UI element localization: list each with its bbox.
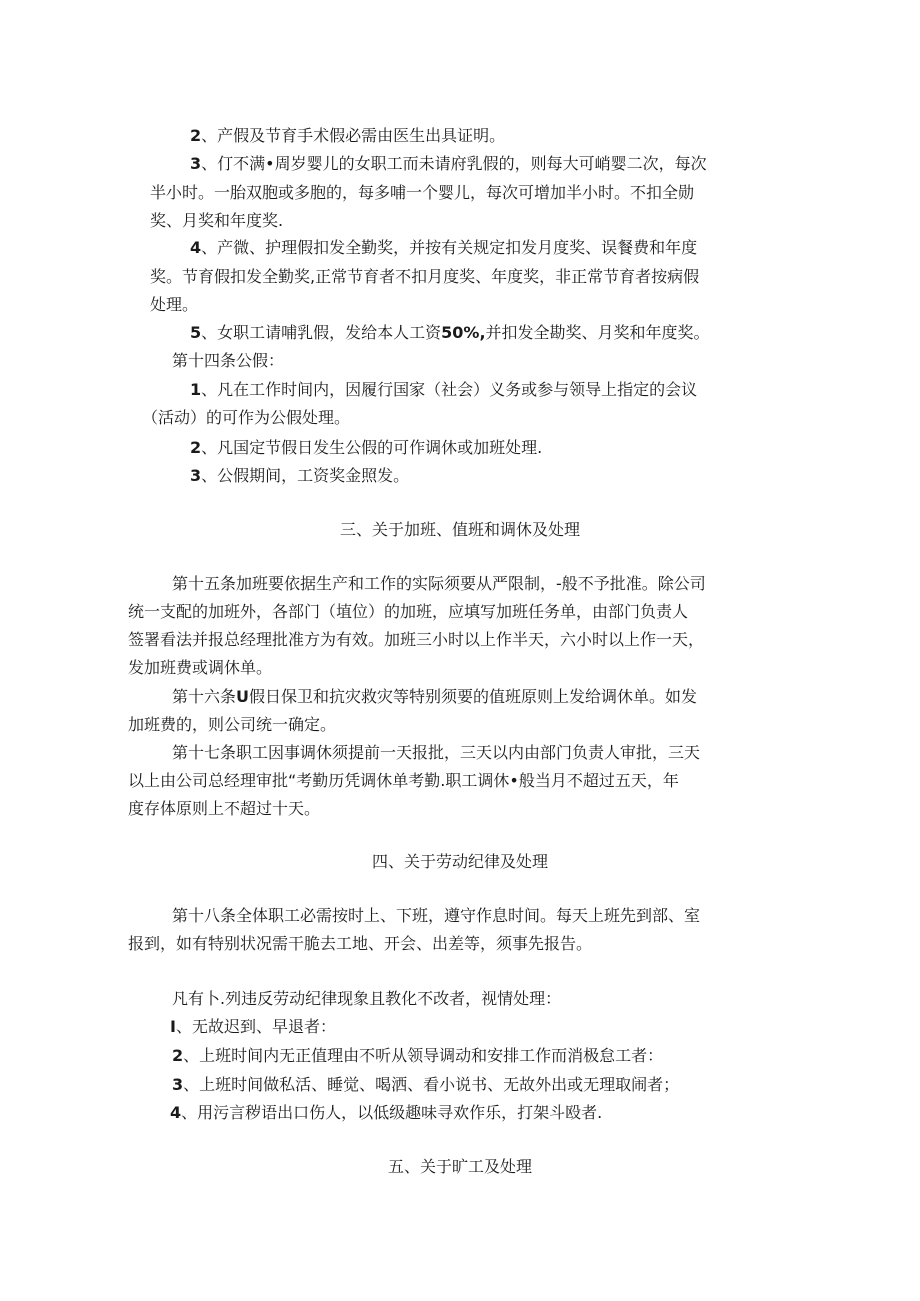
item-number: 3 (190, 466, 202, 485)
article13-item-5 (190, 321, 710, 345)
article16-text: 第十六条 (172, 687, 237, 706)
article14-item-1-line2: （活动）的可作为公假处理。 (142, 408, 351, 427)
article13-item-4 (190, 236, 697, 260)
article14-item-2 (190, 436, 542, 460)
item-text: 、产假及节育手术假必需由医生出具证明。 (201, 126, 506, 145)
item-number: 4 (190, 238, 202, 257)
item-number: 1 (190, 380, 202, 399)
article15-line3: 签署看法并报总经理批准方为有效。加班三小时以上作半天，六小时以上作一天， (128, 630, 705, 649)
item-text: 、凡国定节假日发生公假的可作调休或加班处理. (201, 438, 543, 457)
item-text: 、上班时间内无正值理由不听从领导调动和安排工作而消极怠工者： (183, 1046, 664, 1065)
item-number: 2 (190, 126, 202, 145)
article14-item-1 (190, 378, 697, 402)
item-text: 、产微、护理假扣发全勤奖，并按有关规定扣发月度奖、误餐费和年度 (201, 238, 698, 257)
article14-item-3 (190, 464, 409, 488)
violation-item-2 (172, 1044, 663, 1068)
item-text: 、上班时间做私活、睡觉、喝洒、看小说书、无故外出或无理取闹者； (183, 1075, 680, 1094)
article13-item-4-line2: 奖。节育假扣发全勤奖,正常节育者不扣月度奖、年度奖，非正常节育者按病假 (150, 267, 700, 286)
article15-line4: 发加班费或调休单。 (128, 658, 273, 677)
item-number: 2 (172, 1046, 184, 1065)
article17-line1: 第十七条职工因事调休须提前一天报批，三天以内由部门负责人审批，三天 (172, 743, 701, 762)
item-text: 、女职工请哺乳假，发给本人工资 (201, 323, 442, 342)
item-number: 2 (190, 438, 202, 457)
item-percentage: 50%, (441, 323, 486, 342)
item-text: 、仃不满•周岁婴儿的女职工而未请府乳假的，则每大可峭婴二次，每次 (201, 154, 707, 173)
article18-line2: 报到，如有特别状况需干脆去工地、开会、出差等，须事先报告。 (128, 934, 593, 953)
article15-line2: 统一支配的加班外，各部门（埴位）的加班，应填写加班任务单，由部门负责人 (128, 602, 689, 621)
section5-heading: 五、关于旷工及处理 (387, 1157, 532, 1176)
section4-heading: 四、关于劳动纪律及处理 (371, 852, 548, 871)
article16-line1 (172, 685, 697, 709)
article13-item-2 (190, 124, 505, 148)
article15-line1: 第十五条加班要依据生产和工作的实际须要从严限制，-般不予批准。除公司 (172, 574, 706, 593)
article18-line1: 第十八条全体职工必需按时上、下班，遵守作息时间。每天上班先到部、室 (172, 906, 701, 925)
article17-line2: 以上由公司总经理审批“考勤历凭调休单考勤.职工调休•般当月不超过五天，年 (128, 771, 679, 790)
article16-line2: 加班费的，则公司统一确定。 (128, 715, 337, 734)
article16-text: 假日保卫和抗灾救灾等特别须要的值班原则上发给调休单。如发 (249, 687, 698, 706)
violations-intro: 凡有卜.列违反劳动纪律现象且教化不改者，视情处理： (172, 989, 562, 1008)
item-text: 并扣发全勘奖、月奖和年度奖。 (485, 323, 710, 342)
item-text: 、无故迟到、早退者： (175, 1017, 336, 1036)
article13-item-4-line3: 处理。 (150, 295, 199, 314)
item-number: 5 (190, 323, 202, 342)
item-text: 、凡在工作时间内，因履行国家（社会）义务或参与领导上指定的会议 (201, 380, 698, 399)
item-number: 4 (170, 1103, 182, 1122)
violation-item-4 (170, 1101, 602, 1125)
article13-item-3-line3: 奖、月奖和年度奖. (150, 211, 284, 230)
item-number: 3 (172, 1075, 184, 1094)
violation-item-3 (172, 1073, 679, 1097)
violation-item-1 (170, 1015, 336, 1039)
article16-glyph: U (236, 687, 250, 706)
article17-line3: 度存体原则上不超过十天。 (128, 799, 321, 818)
article13-item-3 (190, 152, 707, 176)
item-text: 、用污言秽语出口伤人，以低级趣味寻欢作乐，打架斗殴者. (181, 1103, 603, 1122)
article13-item-3-line2: 半小时。一胎双胞或多胞的，每多哺一个婴儿，每次可增加半小时。不扣全勋 (150, 183, 695, 202)
section3-heading: 三、关于加班、值班和调休及处理 (339, 520, 580, 539)
article14-title: 第十四条公假： (172, 351, 285, 370)
item-text: 、公假期间，工资奖金照发。 (201, 466, 410, 485)
item-number: 3 (190, 154, 202, 173)
item-number: I (170, 1017, 176, 1036)
